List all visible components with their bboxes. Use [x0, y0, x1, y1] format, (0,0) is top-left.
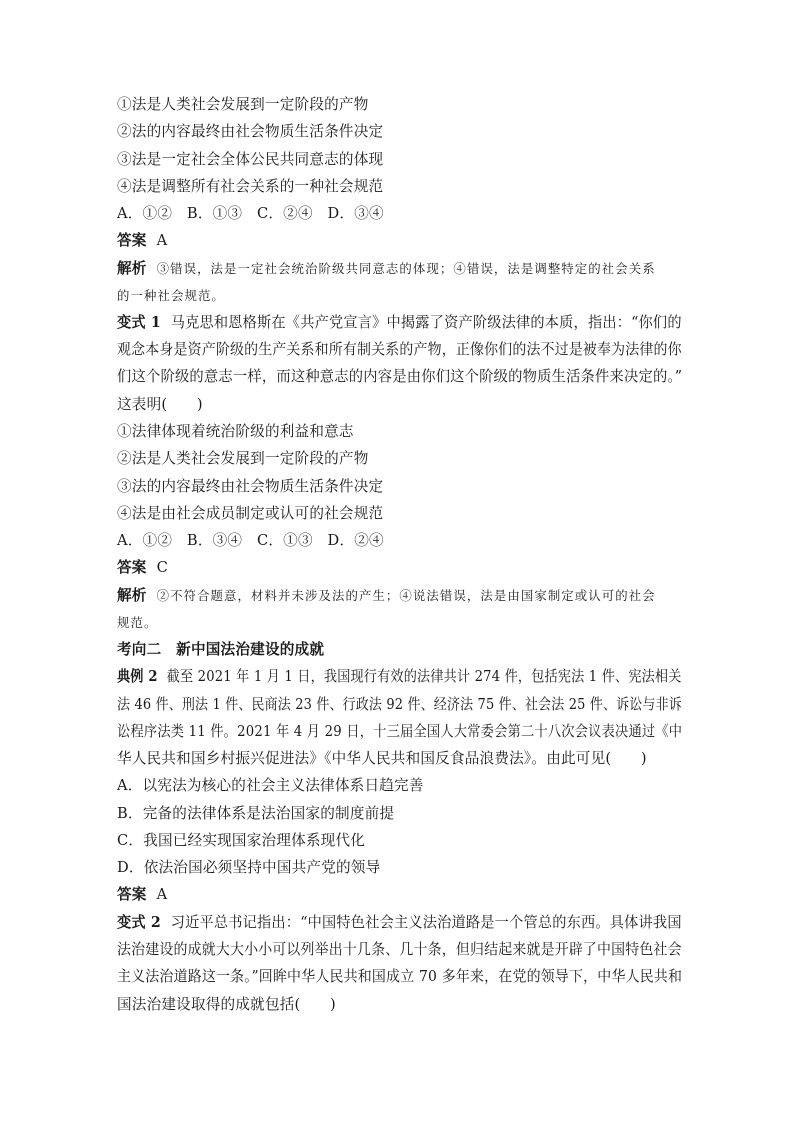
ex2-option-c: C．我国已经实现国家治理体系现代化 — [117, 832, 366, 849]
v1-analysis-line-2: 规范。 — [117, 615, 158, 630]
q1-option-4: ④法是调整所有社会关系的一种社会规范 — [117, 178, 384, 195]
q1-option-3: ③法是一定社会全体公民共同意志的体现 — [117, 151, 384, 168]
v2-text-1: 习近平总书记指出：“中国特色社会主义法治道路是一个管总的东西。具体讲我国 — [170, 914, 682, 931]
v2-line-2: 法治建设的成就大大小小可以列举出十几条、几十条，但归结起来就是开辟了中国特色社会 — [117, 941, 682, 958]
q1-option-2: ②法的内容最终由社会物质生活条件决定 — [117, 123, 384, 140]
answer-value: A — [156, 232, 168, 249]
v1-line-4: 这表明( ) — [117, 396, 203, 413]
q1-choices: A．①② B．①③ C．②④ D．③④ — [117, 205, 384, 222]
v1-option-1: ①法律体现着统治阶级的利益和意志 — [117, 423, 354, 440]
variant-label: 变式 2 — [117, 914, 161, 931]
answer-value: A — [156, 886, 168, 903]
v2-line-3: 主义法治道路这一条。”回眸中华人民共和国成立 70 多年来，在党的领导下，中华人民共和 — [117, 968, 683, 985]
ex2-option-b: B．完备的法律体系是法治国家的制度前提 — [117, 805, 395, 822]
q1-analysis-line-2: 的一种社会规范。 — [117, 288, 225, 303]
q1-option-1: ①法是人类社会发展到一定阶段的产物 — [117, 96, 369, 113]
ex2-answer — [117, 885, 682, 905]
v1-option-2: ②法是人类社会发展到一定阶段的产物 — [117, 450, 369, 467]
ex2-line-4: 华人民共和国乡村振兴促进法》《中华人民共和国反食品浪费法》。由此可见( ) — [117, 750, 647, 767]
analysis-text: ③错误，法是一定社会统治阶级共同意志的体现；④错误，法是调整特定的社会关系 — [156, 261, 656, 276]
variant-label: 变式 1 — [117, 314, 161, 331]
section-title: 考向二 新中国法治建设的成就 — [117, 641, 325, 658]
ex2-line-2: 法 46 件、刑法 1 件、民商法 23 件、行政法 92 件、经济法 75 件、社会法 25 件、诉讼与非诉 — [117, 696, 682, 713]
v2-line-4: 国法治建设取得的成就包括( ) — [117, 996, 336, 1013]
q1-answer — [117, 231, 682, 251]
v1-line-2: 观念本身是资产阶级的生产关系和所有制关系的产物，正像你们的法不过是被奉为法律的你 — [117, 341, 682, 358]
ex2-text-1: 截至 2021 年 1 月 1 日，我国现行有效的法律共计 274 件，包括宪法 1 件、宪法相关 — [166, 668, 682, 685]
v1-text-1: 马克思和恩格斯在《共产党宣言》中揭露了资产阶级法律的本质，指出：“你们的 — [170, 314, 682, 331]
example-label: 典例 2 — [117, 668, 158, 685]
ex2-line-1 — [117, 667, 682, 687]
v1-choices: A．①② B．③④ C．①③ D．②④ — [117, 532, 384, 549]
v2-line-1 — [117, 913, 682, 933]
analysis-label: 解析 — [117, 260, 147, 277]
ex2-line-3: 讼程序法类 11 件。2021 年 4 月 29 日，十三届全国人大常委会第二十八次会议表决通过《中 — [117, 723, 683, 740]
ex2-option-d: D．依法治国必须坚持中国共产党的领导 — [117, 859, 381, 876]
v1-answer — [117, 558, 682, 578]
v1-option-4: ④法是由社会成员制定或认可的社会规范 — [117, 505, 384, 522]
v1-line-1 — [117, 313, 682, 333]
analysis-label: 解析 — [117, 587, 147, 604]
q1-analysis-line-1 — [117, 259, 682, 279]
v1-option-3: ③法的内容最终由社会物质生活条件决定 — [117, 478, 384, 495]
ex2-option-a: A．以宪法为核心的社会主义法律体系日趋完善 — [117, 777, 424, 794]
analysis-text: ②不符合题意，材料并未涉及法的产生；④说法错误，法是由国家制定或认可的社会 — [156, 588, 656, 603]
answer-label: 答案 — [117, 232, 147, 249]
answer-label: 答案 — [117, 886, 147, 903]
answer-value: C — [156, 559, 168, 576]
v1-analysis-line-1 — [117, 586, 682, 606]
answer-label: 答案 — [117, 559, 147, 576]
v1-line-3: 们这个阶级的意志一样，而这种意志的内容是由你们这个阶级的物质生活条件来决定的。” — [117, 368, 683, 385]
